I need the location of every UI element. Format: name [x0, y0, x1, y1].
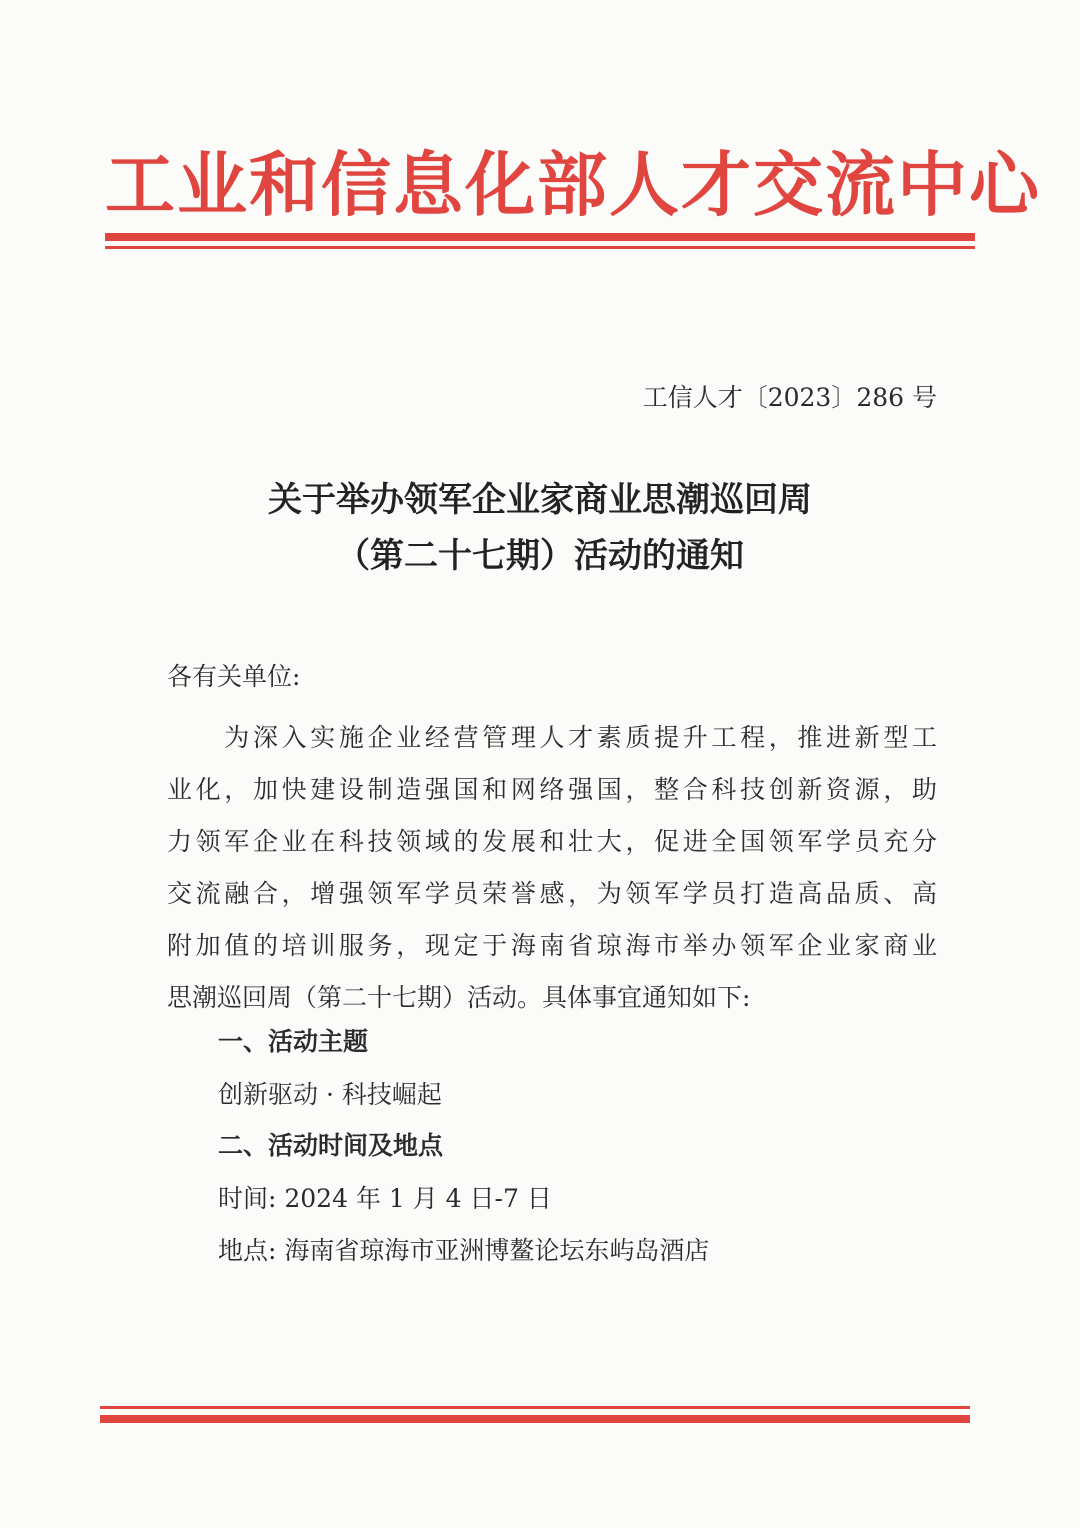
- body-line: 为深入实施企业经营管理人才素质提升工程，推进新型工: [167, 723, 937, 752]
- body-line: 交流融合，增强领军学员荣誉感，为领军学员打造高品质、高: [167, 879, 937, 908]
- body-line: 思潮巡回周（第二十七期）活动。具体事宜通知如下:: [167, 983, 751, 1012]
- document-title-line-1: 关于举办领军企业家商业思潮巡回周: [268, 480, 812, 520]
- header-rule-thin: [105, 246, 975, 249]
- section-1-heading: 一、活动主题: [218, 1027, 369, 1056]
- org-header-title: 工业和信息化部人才交流中心: [105, 144, 1041, 226]
- body-paragraph: [167, 712, 937, 1024]
- footer-rule-thick: [100, 1415, 970, 1423]
- body-line: 业化，加快建设制造强国和网络强国，整合科技创新资源，助: [167, 775, 937, 804]
- document-number: 工信人才〔2023〕286 号: [642, 383, 937, 412]
- section-1-content: 创新驱动 · 科技崛起: [218, 1080, 442, 1109]
- section-2-heading: 二、活动时间及地点: [218, 1131, 444, 1160]
- event-time: 时间: 2024 年 1 月 4 日-7 日: [218, 1184, 552, 1213]
- body-line: 力领军企业在科技领域的发展和壮大，促进全国领军学员充分: [167, 827, 937, 856]
- footer-rule-thin: [100, 1406, 970, 1409]
- header-rule-thick: [105, 233, 975, 241]
- salutation: 各有关单位:: [167, 662, 301, 691]
- event-place: 地点: 海南省琼海市亚洲博鳌论坛东屿岛酒店: [218, 1236, 710, 1265]
- body-line: 附加值的培训服务，现定于海南省琼海市举办领军企业家商业: [167, 931, 937, 960]
- document-title-line-2: （第二十七期）活动的通知: [336, 536, 744, 576]
